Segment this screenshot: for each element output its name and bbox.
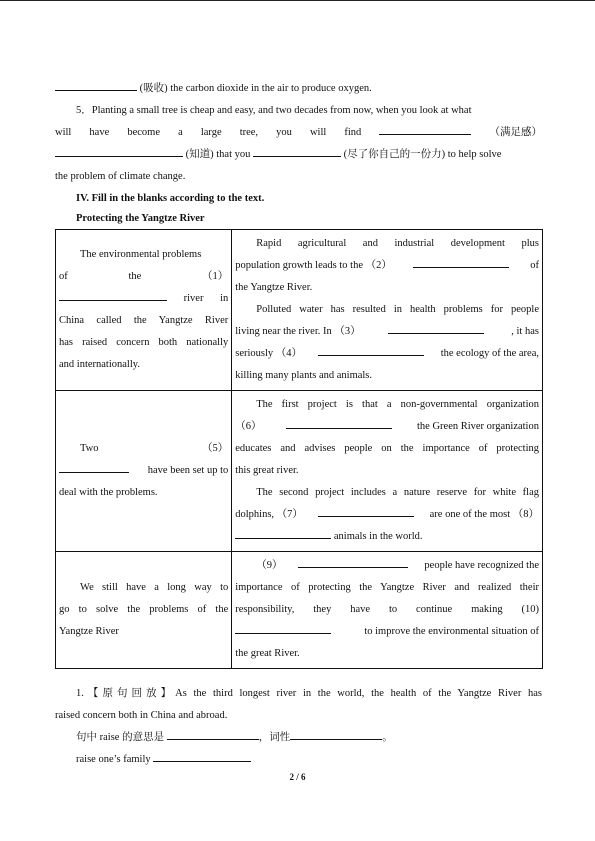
table-cell: The first project is that a non-governmental organization （6） the Green River organization educates and advises people on the importance of protecting this great river. The second project includes a nature reserve for white flag dolphins, （7） are one of the most （8） animals in the world. xyxy=(232,391,543,552)
blank[interactable] xyxy=(55,78,137,91)
blank-4[interactable] xyxy=(318,343,424,356)
hint: (吸收) xyxy=(139,83,168,94)
table-title: Protecting the Yangtze River xyxy=(76,213,205,224)
table-cell: （9） people have recognized the importance of protecting the Yangtze River and realized their responsibility, they have to continue making (10) to improve the environmental situation of the great River. xyxy=(232,552,543,669)
hint: (知道) xyxy=(185,149,214,160)
page-number: 2 / 6 xyxy=(289,772,306,782)
question-1-line-1: 1.【原句回放】As the third longest river in the world, the health of the Yangtze River has xyxy=(76,688,542,699)
exercise-5-line-3: (知道) that you (尽了你自己的一份力) to help solve xyxy=(55,144,542,166)
exercise-5-line-2: will have become a large tree, you will find （满足感） xyxy=(55,122,542,144)
table-cell: We still have a long way to go to solve the problems of the Yangtze River xyxy=(56,552,232,669)
blank-part-of-speech[interactable] xyxy=(290,727,382,740)
table-row xyxy=(56,230,543,391)
blank-meaning[interactable] xyxy=(167,727,259,740)
blank-7[interactable] xyxy=(318,504,414,517)
hint: （满足感） xyxy=(489,127,542,138)
header-rule xyxy=(0,0,595,1)
hint: (尽了你自己的一份力) xyxy=(343,149,446,160)
section-title: IV. Fill in the blanks according to the text. xyxy=(76,193,265,204)
table-row xyxy=(56,391,543,552)
table-cell: The environmental problems of the （1） river in China called the Yangtze River has raised concern both nationally and internationally. xyxy=(56,230,232,391)
blank-9[interactable] xyxy=(298,555,408,568)
question-1-line-4: raise one’s family xyxy=(55,749,542,771)
sentence-text: the carbon dioxide in the air to produce oxygen. xyxy=(170,83,372,94)
question-1-line-2: raised concern both in China and abroad. xyxy=(55,710,228,721)
exercise-4-continued xyxy=(55,78,542,100)
blank-5[interactable] xyxy=(59,460,129,473)
exercise-5-line-4: the problem of climate change. xyxy=(55,171,186,182)
blank-8[interactable] xyxy=(235,526,331,539)
blank[interactable] xyxy=(253,144,341,157)
blank[interactable] xyxy=(379,122,471,135)
document-body xyxy=(55,78,542,771)
blank-2[interactable] xyxy=(413,255,509,268)
exercise-5 xyxy=(55,100,542,188)
table-cell: Rapid agricultural and industrial development plus population growth leads to the （2） of the Yangtze River. Polluted water has resulted in health problems for people living near the river. In （3） , it has seriously （4） the ecology of the area, killing many plants and animals. xyxy=(232,230,543,391)
table-cell: Two （5） have been set up to deal with the problems. xyxy=(56,391,232,552)
blank-3[interactable] xyxy=(388,321,484,334)
blank-1[interactable] xyxy=(59,288,167,301)
question-1 xyxy=(55,683,542,771)
question-1-line-3: 句中 raise 的意思是 ，词性 。 xyxy=(55,727,542,749)
table-row xyxy=(56,552,543,669)
blank[interactable] xyxy=(55,144,183,157)
blank-raise-family[interactable] xyxy=(153,749,251,762)
exercise-5-line-1: 5．Planting a small tree is cheap and easy, and two decades from now, when you look at what xyxy=(76,105,472,116)
blank-10[interactable] xyxy=(235,621,331,634)
fill-in-table xyxy=(55,229,543,669)
blank-6[interactable] xyxy=(286,416,392,429)
